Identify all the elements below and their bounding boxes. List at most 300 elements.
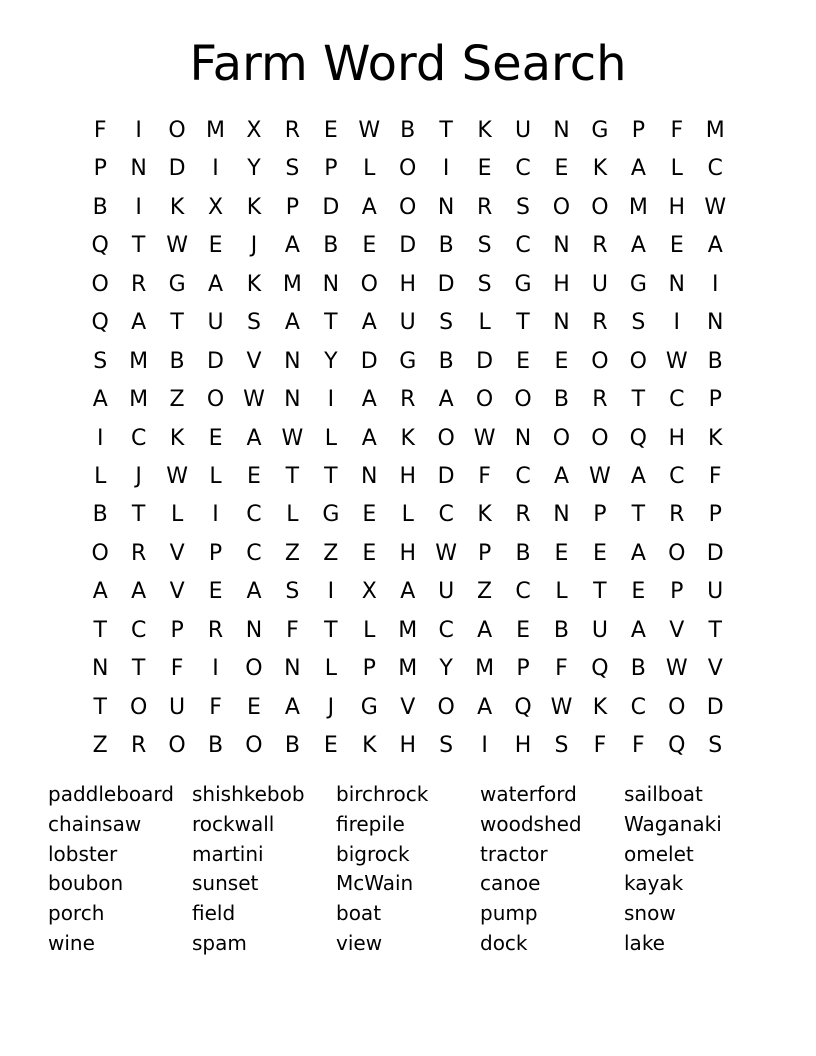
grid-letter: R bbox=[592, 233, 608, 259]
grid-letter: K bbox=[592, 156, 608, 182]
grid-letter: O bbox=[245, 733, 263, 758]
grid-letter: N bbox=[553, 233, 570, 259]
grid-letter: T bbox=[593, 579, 607, 605]
grid-letter: R bbox=[207, 617, 224, 643]
grid-letter: U bbox=[591, 617, 608, 643]
grid-letter: W bbox=[550, 694, 573, 720]
grid-letter: D bbox=[360, 348, 378, 374]
grid-letter: C bbox=[246, 540, 262, 566]
grid-letter: B bbox=[323, 233, 339, 259]
grid-letter: H bbox=[399, 271, 416, 297]
word-list-item: birchrock bbox=[336, 782, 429, 806]
grid-letter: D bbox=[322, 194, 340, 220]
grid-letter: L bbox=[324, 656, 337, 682]
grid-letter: D bbox=[168, 156, 186, 182]
grid-letter: A bbox=[630, 540, 646, 566]
grid-letter: N bbox=[553, 502, 570, 528]
grid-letter: J bbox=[327, 694, 335, 720]
grid-letter: A bbox=[92, 579, 108, 605]
grid-letter: K bbox=[592, 694, 608, 720]
word-list-item: lake bbox=[624, 930, 665, 955]
grid-letter: E bbox=[554, 540, 569, 566]
grid-letter: S bbox=[285, 156, 300, 182]
grid-letter: M bbox=[129, 387, 149, 413]
grid-letter: T bbox=[324, 617, 338, 643]
grid-letter: E bbox=[592, 540, 607, 566]
word-list-item: lobster bbox=[48, 841, 118, 866]
grid-letter: A bbox=[630, 463, 646, 489]
grid-letter: I bbox=[212, 502, 219, 528]
grid-letter: A bbox=[553, 463, 569, 489]
grid-letter: F bbox=[670, 118, 684, 143]
grid-letter: E bbox=[554, 348, 569, 374]
grid-letter: E bbox=[362, 502, 377, 528]
word-list-item: omelet bbox=[624, 841, 694, 866]
word-list-item: shishkebob bbox=[192, 782, 305, 806]
grid-letter: I bbox=[212, 156, 219, 182]
word-list-item: dock bbox=[480, 930, 528, 955]
grid-letter: E bbox=[208, 579, 223, 605]
word-list-item: canoe bbox=[480, 871, 541, 896]
grid-letter: M bbox=[398, 656, 418, 682]
grid-letter: S bbox=[439, 310, 454, 336]
word-list-item: tractor bbox=[480, 841, 548, 866]
word-list-item: firepile bbox=[336, 811, 405, 836]
word-list-item: porch bbox=[48, 901, 105, 926]
grid-letter: L bbox=[324, 425, 337, 451]
grid-letter: S bbox=[246, 310, 261, 336]
grid-letter: F bbox=[708, 463, 722, 489]
grid-letter: T bbox=[285, 463, 300, 489]
grid-letter: W bbox=[281, 425, 304, 451]
grid-letter: E bbox=[247, 463, 261, 489]
grid-letter: T bbox=[439, 118, 453, 143]
grid-letter: R bbox=[592, 387, 608, 413]
grid-letter: G bbox=[360, 694, 378, 720]
grid-letter: H bbox=[514, 733, 532, 758]
word-list-item: woodshed bbox=[480, 811, 582, 836]
grid-letter: F bbox=[170, 656, 184, 682]
grid-letter: N bbox=[553, 118, 570, 143]
grid-letter: A bbox=[630, 156, 646, 182]
grid-letter: N bbox=[284, 348, 301, 374]
grid-letter: S bbox=[477, 233, 492, 259]
grid-letter: L bbox=[363, 156, 376, 182]
grid-letter: S bbox=[516, 194, 531, 220]
grid-letter: D bbox=[207, 348, 224, 374]
grid-letter: H bbox=[668, 194, 686, 220]
grid-letter: B bbox=[553, 387, 570, 413]
grid-letter: O bbox=[437, 425, 455, 451]
word-list-item: martini bbox=[192, 841, 264, 866]
grid-letter: O bbox=[591, 348, 609, 374]
grid-letter: M bbox=[282, 271, 302, 297]
grid-letter: N bbox=[130, 156, 147, 182]
grid-letter: K bbox=[477, 118, 492, 143]
grid-letter: L bbox=[286, 502, 299, 528]
grid-letter: S bbox=[477, 271, 492, 297]
grid-letter: F bbox=[209, 694, 222, 720]
grid-letter: Y bbox=[247, 156, 261, 182]
grid-letter: B bbox=[92, 502, 108, 528]
grid-letter: B bbox=[207, 733, 224, 758]
grid-letter: F bbox=[593, 733, 607, 758]
grid-letter: L bbox=[209, 463, 222, 489]
grid-letter: R bbox=[669, 502, 685, 528]
grid-letter: O bbox=[399, 156, 417, 182]
grid-letter: T bbox=[131, 502, 146, 528]
word-list-item: chainsaw bbox=[48, 811, 142, 836]
grid-letter: N bbox=[91, 656, 109, 682]
grid-letter: E bbox=[554, 156, 569, 182]
grid-letter: O bbox=[591, 194, 609, 220]
grid-letter: H bbox=[553, 271, 570, 297]
grid-letter: N bbox=[284, 387, 301, 413]
word-list-item: spam bbox=[192, 930, 247, 955]
grid-letter: E bbox=[631, 579, 646, 605]
grid-letter: O bbox=[91, 540, 109, 566]
grid-letter: E bbox=[516, 348, 530, 374]
word-list-item: McWain bbox=[336, 871, 414, 896]
grid-letter: I bbox=[96, 425, 104, 451]
grid-letter: A bbox=[361, 310, 377, 336]
grid-letter: Q bbox=[91, 310, 109, 336]
grid-letter: C bbox=[707, 156, 723, 182]
grid-letter: V bbox=[169, 540, 185, 566]
grid-letter: J bbox=[250, 233, 258, 259]
grid-letter: I bbox=[481, 733, 488, 758]
grid-letter: B bbox=[553, 617, 570, 643]
grid-letter: V bbox=[246, 348, 262, 374]
grid-letter: X bbox=[246, 118, 262, 143]
grid-letter: D bbox=[399, 233, 417, 259]
grid-letter: O bbox=[668, 694, 686, 720]
grid-letter: H bbox=[399, 540, 416, 566]
grid-letter: A bbox=[438, 387, 454, 413]
grid-letter: F bbox=[555, 656, 568, 682]
grid-letter: O bbox=[668, 540, 686, 566]
grid-letter: A bbox=[361, 425, 377, 451]
grid-letter: E bbox=[516, 617, 530, 643]
grid-letter: L bbox=[94, 463, 107, 489]
grid-letter: B bbox=[630, 656, 646, 682]
grid-letter: T bbox=[324, 310, 338, 336]
grid-letter: I bbox=[327, 579, 335, 605]
grid-letter: A bbox=[284, 310, 300, 336]
grid-letter: R bbox=[592, 310, 608, 336]
grid-letter: I bbox=[212, 656, 219, 682]
grid-letter: A bbox=[707, 233, 723, 259]
grid-letter: U bbox=[207, 310, 224, 336]
grid-letter: S bbox=[93, 348, 108, 374]
grid-letter: K bbox=[400, 425, 415, 451]
grid-letter: C bbox=[515, 463, 531, 489]
grid-letter: H bbox=[399, 733, 416, 758]
grid-letter: P bbox=[708, 387, 722, 413]
grid-letter: O bbox=[591, 425, 609, 451]
grid-letter: R bbox=[131, 271, 147, 297]
word-list-item: rockwall bbox=[192, 811, 275, 836]
grid-letter: I bbox=[711, 271, 719, 297]
grid-letter: E bbox=[362, 540, 377, 566]
grid-letter: W bbox=[665, 656, 688, 682]
grid-letter: I bbox=[135, 194, 142, 220]
grid-letter: G bbox=[168, 271, 186, 297]
grid-letter: O bbox=[168, 733, 186, 758]
grid-letter: N bbox=[514, 425, 532, 451]
grid-letter: V bbox=[669, 617, 685, 643]
grid-letter: E bbox=[323, 733, 338, 758]
grid-letter: F bbox=[286, 617, 299, 643]
grid-letter: I bbox=[135, 118, 142, 143]
grid-letter: K bbox=[246, 271, 262, 297]
grid-letter: R bbox=[131, 733, 147, 758]
grid-letter: M bbox=[206, 118, 226, 143]
grid-letter: J bbox=[135, 463, 142, 489]
grid-letter: B bbox=[169, 348, 185, 374]
grid-letter: K bbox=[362, 733, 377, 758]
grid-letter: K bbox=[169, 194, 185, 220]
grid-letter: C bbox=[515, 233, 531, 259]
grid-letter: A bbox=[131, 579, 147, 605]
grid-letter: I bbox=[442, 156, 450, 182]
grid-letter: Q bbox=[668, 733, 686, 758]
grid-letter: V bbox=[707, 656, 723, 682]
grid-letter: N bbox=[437, 194, 455, 220]
grid-letter: Z bbox=[92, 733, 108, 758]
grid-letter: G bbox=[322, 502, 340, 528]
grid-letter: B bbox=[92, 194, 108, 220]
grid-letter: U bbox=[591, 271, 608, 297]
grid-letter: O bbox=[629, 348, 647, 374]
grid-letter: B bbox=[707, 348, 723, 374]
grid-letter: R bbox=[515, 502, 531, 528]
grid-letter: D bbox=[706, 694, 724, 720]
grid-letter: A bbox=[246, 579, 262, 605]
grid-letter: G bbox=[399, 348, 417, 374]
word-list-item: bigrock bbox=[336, 841, 410, 866]
grid-letter: V bbox=[400, 694, 416, 720]
grid-letter: I bbox=[327, 387, 335, 413]
grid-letter: W bbox=[166, 233, 188, 259]
grid-letter: T bbox=[708, 617, 722, 643]
grid-letter: O bbox=[514, 387, 532, 413]
grid-letter: P bbox=[708, 502, 722, 528]
grid-letter: O bbox=[206, 387, 225, 413]
grid-letter: M bbox=[628, 194, 648, 220]
grid-letter: S bbox=[439, 733, 454, 758]
grid-letter: A bbox=[477, 617, 493, 643]
grid-letter: A bbox=[400, 579, 416, 605]
grid-letter: W bbox=[473, 425, 496, 451]
grid-letter: S bbox=[631, 310, 646, 336]
grid-letter: W bbox=[704, 194, 727, 220]
grid-letter: E bbox=[323, 118, 338, 143]
grid-letter: S bbox=[554, 733, 569, 758]
grid-letter: M bbox=[129, 348, 149, 374]
grid-letter: E bbox=[208, 233, 223, 259]
grid-letter: S bbox=[708, 733, 723, 758]
grid-letter: C bbox=[630, 694, 647, 720]
grid-letter: A bbox=[361, 387, 377, 413]
grid-letter: D bbox=[706, 540, 724, 566]
grid-letter: Z bbox=[169, 387, 185, 413]
grid-letter: M bbox=[398, 617, 418, 643]
grid-letter: H bbox=[668, 425, 686, 451]
grid-letter: K bbox=[477, 502, 492, 528]
word-list-item: sailboat bbox=[624, 782, 703, 806]
grid-letter: A bbox=[246, 425, 262, 451]
grid-letter: G bbox=[629, 271, 647, 297]
grid-letter: T bbox=[93, 694, 107, 720]
grid-letter: N bbox=[245, 617, 263, 643]
word-list-item: paddleboard bbox=[48, 782, 174, 806]
word-list-item: Waganaki bbox=[624, 811, 722, 836]
grid-letter: X bbox=[207, 194, 224, 220]
grid-letter: O bbox=[475, 387, 494, 413]
grid-letter: N bbox=[284, 656, 301, 682]
word-list-item: pump bbox=[480, 901, 538, 926]
grid-letter: U bbox=[514, 118, 532, 143]
grid-letter: D bbox=[476, 348, 494, 374]
grid-letter: C bbox=[515, 579, 531, 605]
grid-letter: B bbox=[515, 540, 531, 566]
grid-letter: N bbox=[706, 310, 724, 336]
grid-letter: N bbox=[668, 271, 686, 297]
grid-letter: A bbox=[477, 694, 493, 720]
grid-letter: Y bbox=[324, 348, 338, 374]
grid-letter: C bbox=[669, 463, 685, 489]
grid-letter: O bbox=[91, 271, 109, 297]
grid-letter: G bbox=[514, 271, 532, 297]
grid-letter: T bbox=[631, 502, 646, 528]
grid-letter: E bbox=[208, 425, 223, 451]
grid-letter: G bbox=[591, 118, 609, 143]
grid-letter: W bbox=[589, 463, 611, 489]
grid-letter: P bbox=[362, 656, 376, 682]
grid-letter: Q bbox=[91, 233, 109, 259]
grid-letter: P bbox=[593, 502, 607, 528]
grid-letter: R bbox=[284, 118, 301, 143]
grid-letter: E bbox=[477, 156, 492, 182]
grid-letter: B bbox=[284, 733, 300, 758]
grid-letter: D bbox=[437, 463, 455, 489]
grid-letter: E bbox=[247, 694, 261, 720]
word-list-item: boat bbox=[336, 901, 382, 926]
word-list-item: snow bbox=[624, 901, 676, 926]
grid-letter: A bbox=[630, 233, 646, 259]
grid-letter: P bbox=[285, 194, 300, 220]
grid-letter: Q bbox=[514, 694, 532, 720]
grid-letter: M bbox=[475, 656, 495, 682]
grid-letter: W bbox=[166, 463, 188, 489]
grid-letter: Z bbox=[477, 579, 493, 605]
grid-letter: C bbox=[246, 502, 262, 528]
grid-letter: O bbox=[360, 271, 378, 297]
grid-letter: T bbox=[131, 656, 146, 682]
word-list-item: kayak bbox=[624, 871, 684, 896]
grid-letter: P bbox=[477, 540, 492, 566]
grid-letter: N bbox=[322, 271, 340, 297]
grid-letter: N bbox=[553, 310, 570, 336]
word-list bbox=[48, 780, 768, 959]
grid-letter: C bbox=[438, 617, 454, 643]
grid-letter: D bbox=[437, 271, 455, 297]
grid-letter: T bbox=[170, 310, 184, 336]
grid-letter: C bbox=[669, 387, 685, 413]
grid-letter: Q bbox=[591, 656, 609, 682]
grid-letter: E bbox=[362, 233, 377, 259]
grid-letter: K bbox=[169, 425, 185, 451]
grid-letter: Y bbox=[439, 656, 453, 682]
grid-letter: U bbox=[707, 579, 724, 605]
grid-letter: O bbox=[168, 118, 186, 143]
grid-letter: N bbox=[361, 463, 378, 489]
grid-letter: P bbox=[93, 156, 107, 182]
word-list-item: boubon bbox=[48, 871, 124, 896]
grid-letter: R bbox=[400, 387, 416, 413]
grid-letter: T bbox=[93, 617, 107, 643]
grid-letter: A bbox=[284, 233, 300, 259]
grid-letter: F bbox=[632, 733, 645, 758]
grid-letter: A bbox=[630, 617, 646, 643]
grid-letter: A bbox=[208, 271, 224, 297]
grid-letter: Q bbox=[629, 425, 647, 451]
grid-letter: L bbox=[555, 579, 568, 605]
grid-letter: T bbox=[131, 233, 146, 259]
grid-letter: P bbox=[324, 156, 338, 182]
grid-letter: P bbox=[170, 617, 184, 643]
grid-letter: F bbox=[93, 118, 107, 143]
grid-letter: O bbox=[552, 194, 571, 220]
grid-letter: O bbox=[437, 694, 455, 720]
grid-letter: V bbox=[169, 579, 185, 605]
grid-letter: A bbox=[92, 387, 108, 413]
grid-letter: T bbox=[631, 387, 646, 413]
grid-letter: U bbox=[169, 694, 186, 720]
word-list-item: field bbox=[192, 901, 236, 926]
grid-letter: C bbox=[130, 425, 147, 451]
grid-letter: A bbox=[284, 694, 300, 720]
grid-letter: M bbox=[705, 118, 725, 143]
grid-letter: W bbox=[243, 387, 265, 413]
grid-letter: R bbox=[131, 540, 147, 566]
word-list-item: wine bbox=[48, 930, 95, 955]
grid-letter: T bbox=[324, 463, 338, 489]
grid-letter: O bbox=[552, 425, 571, 451]
grid-letter: P bbox=[208, 540, 223, 566]
grid-letter: I bbox=[673, 310, 681, 336]
grid-letter: C bbox=[515, 156, 531, 182]
grid-letter: B bbox=[438, 233, 454, 259]
grid-letter: O bbox=[129, 694, 148, 720]
grid-letter: P bbox=[631, 118, 645, 143]
word-list-item: sunset bbox=[192, 871, 259, 896]
grid-letter: E bbox=[669, 233, 684, 259]
grid-letter: W bbox=[358, 118, 381, 143]
grid-letter: P bbox=[670, 579, 684, 605]
grid-letter: S bbox=[285, 579, 300, 605]
grid-letter: F bbox=[478, 463, 491, 489]
grid-letter: C bbox=[438, 502, 454, 528]
grid-letter: U bbox=[399, 310, 416, 336]
grid-letter: L bbox=[478, 310, 491, 336]
word-list-item: view bbox=[336, 930, 383, 955]
grid-letter: Z bbox=[323, 540, 339, 566]
grid-letter: H bbox=[399, 463, 416, 489]
grid-letter: L bbox=[363, 617, 376, 643]
grid-letter: C bbox=[130, 617, 147, 643]
